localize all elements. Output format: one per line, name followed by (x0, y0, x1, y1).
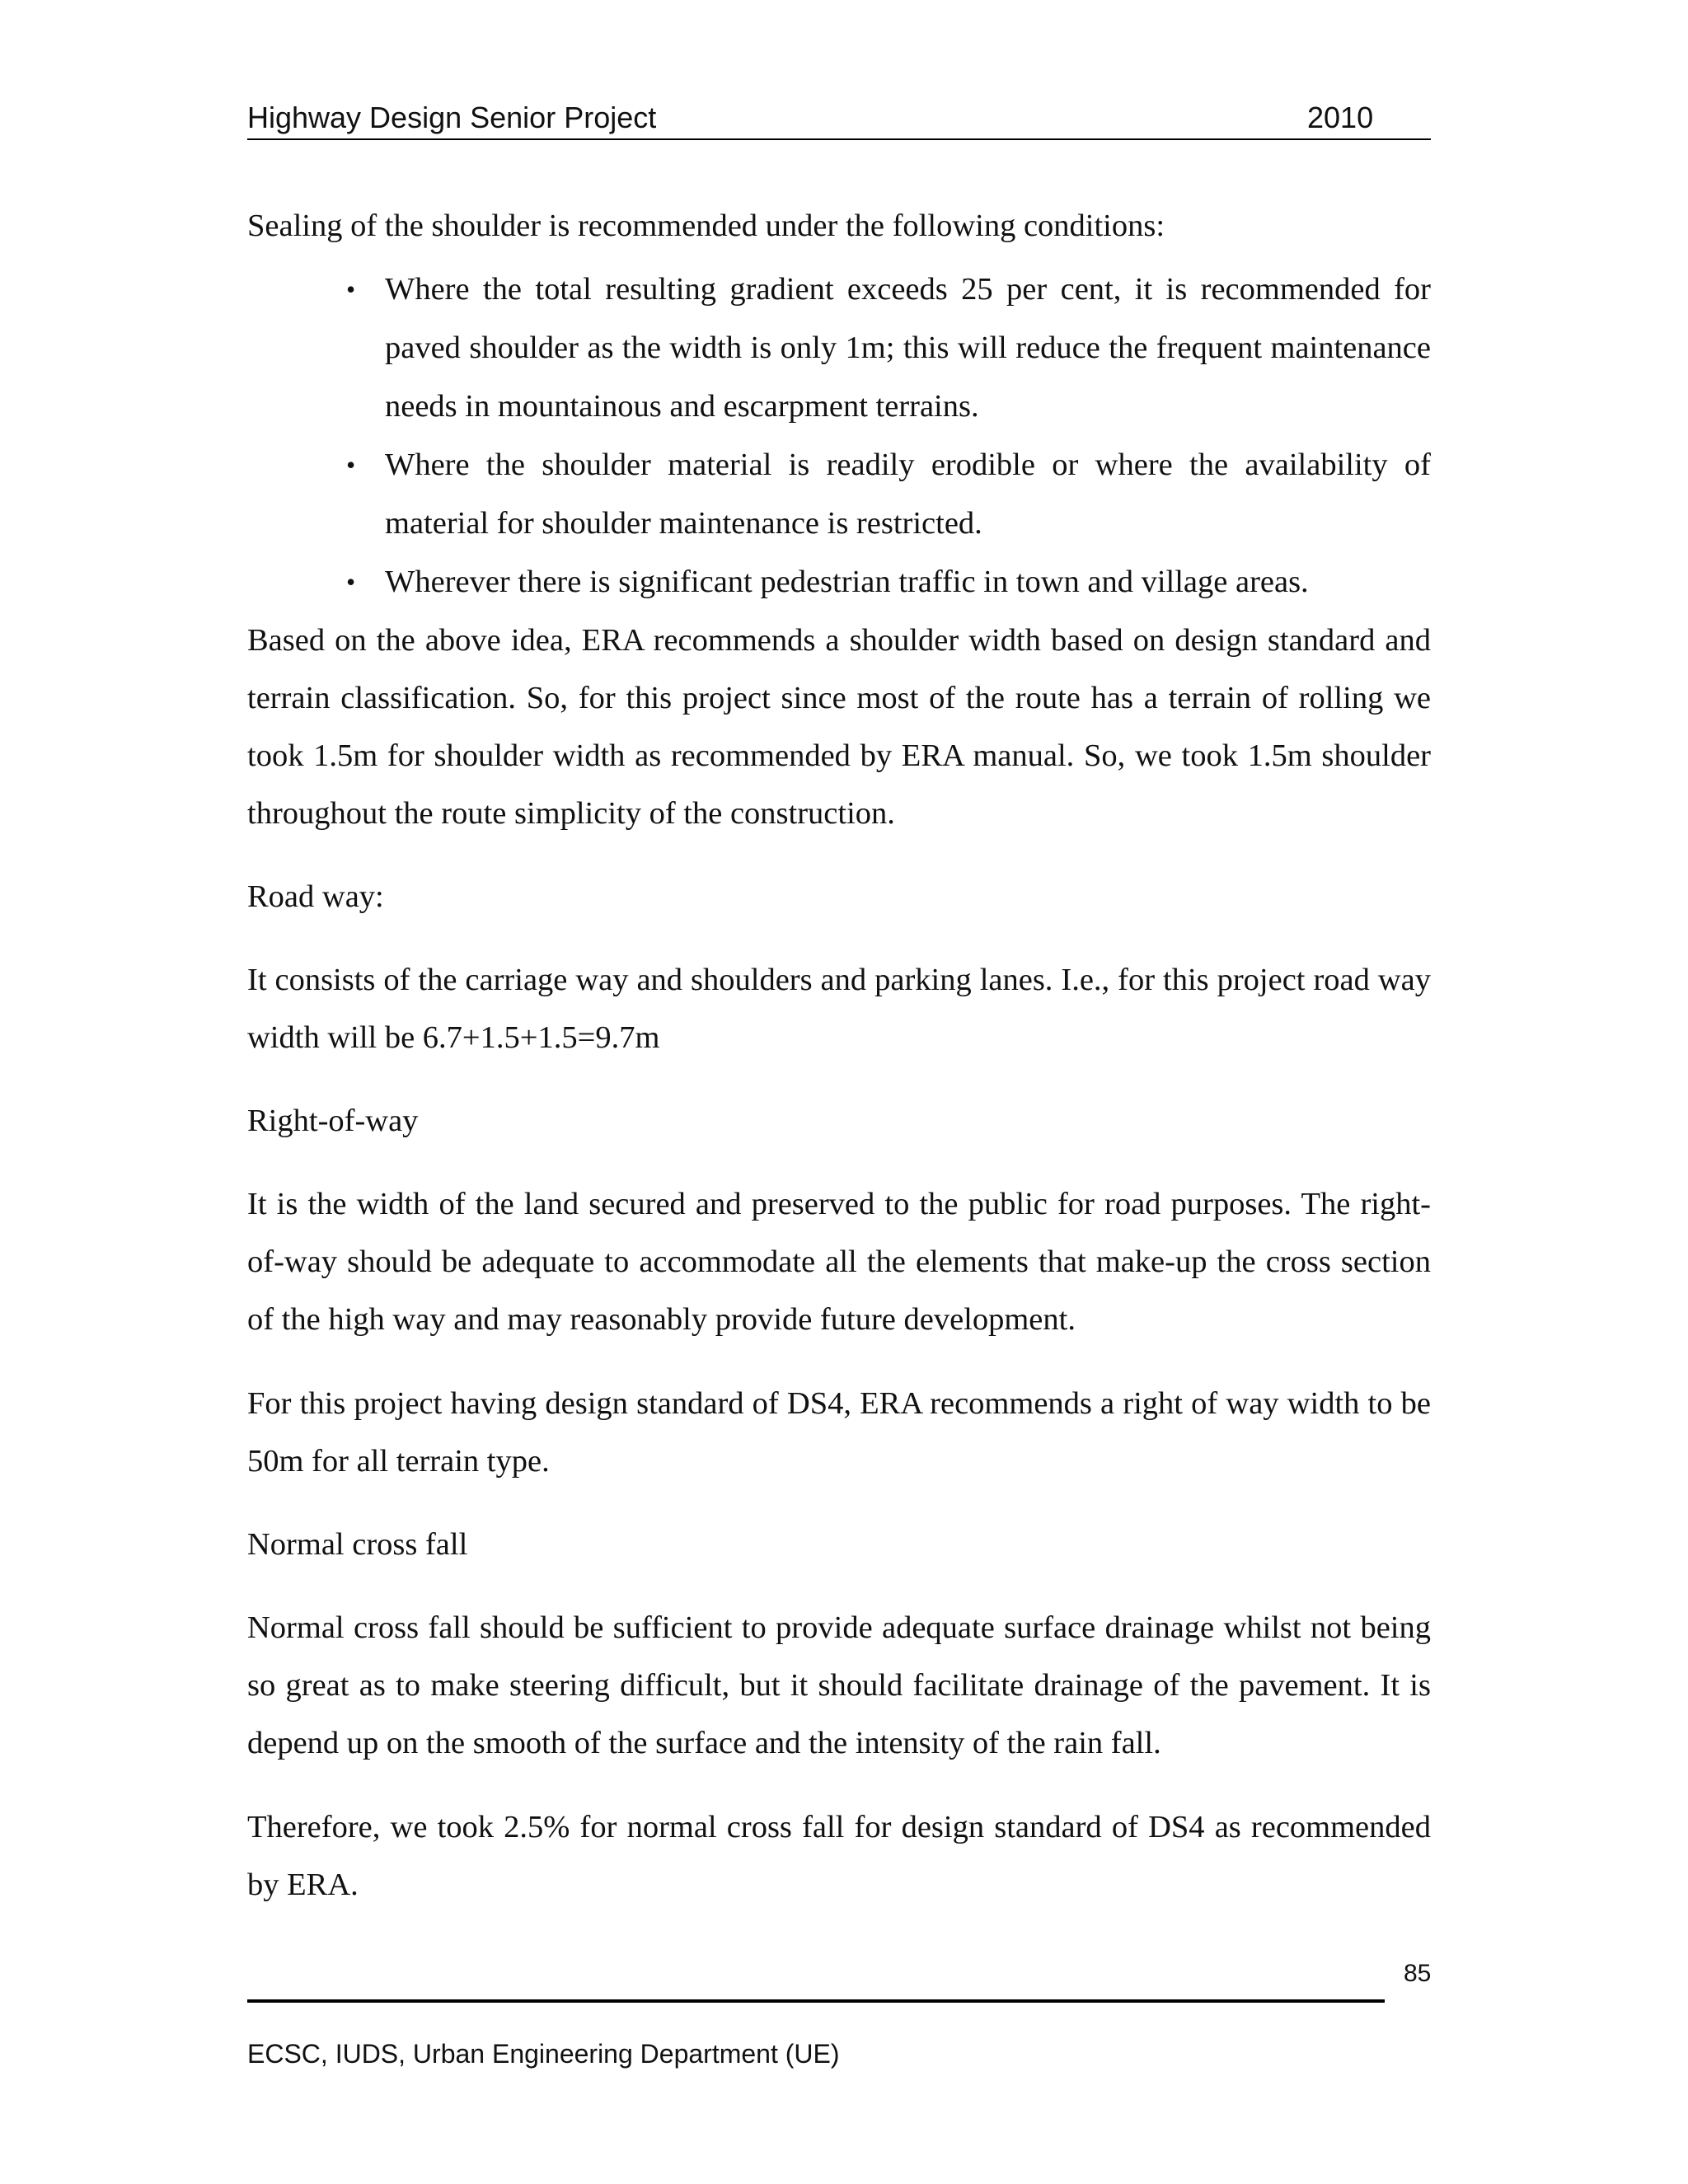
list-item (346, 260, 1431, 436)
right-of-way-paragraph: It is the width of the land secured and preserved to the public for road purposes. The right-of-way should be adequate to accommodate all the elements that make-up the cross section of the high way and may reasonably provide future development. (247, 1187, 1431, 1337)
list-item-text: Where the shoulder material is readily erodible or where the availability of material for shoulder maintenance is restricted. (385, 448, 1431, 541)
bullet-icon: • (346, 567, 356, 597)
intro-paragraph: Sealing of the shoulder is recommended under the following conditions: (247, 209, 1165, 243)
page-number: 85 (1404, 1960, 1432, 1987)
page-header (247, 97, 1431, 140)
conditions-list (247, 260, 1431, 612)
bullet-icon: • (346, 274, 356, 304)
footer-divider (247, 1999, 1385, 2003)
right-of-way-width-paragraph: For this project having design standard of DS4, ERA recommends a right of way width to be 50m for all terrain type. (247, 1386, 1431, 1479)
right-of-way-heading: Right-of-way (247, 1104, 419, 1138)
shoulder-paragraph: Based on the above idea, ERA recommends a shoulder width based on design standard and terrain classification. So, for this project since most of the route has a terrain of rolling we took 1.5m for shoulder width as recommended by ERA manual. So, we took 1.5m shoulder throughout the route simplicity of the construction. (247, 623, 1431, 831)
cross-fall-conclusion-paragraph: Therefore, we took 2.5% for normal cross fall for design standard of DS4 as recommended by ERA. (247, 1810, 1431, 1902)
header-title: Highway Design Senior Project (247, 101, 657, 134)
list-item-text: Wherever there is significant pedestrian traffic in town and village areas. (385, 565, 1309, 599)
header-year: 2010 (1307, 101, 1374, 134)
list-item (346, 436, 1431, 553)
roadway-heading: Road way: (247, 879, 384, 914)
page-body (247, 198, 1431, 1914)
list-item (346, 553, 1431, 612)
cross-fall-heading: Normal cross fall (247, 1527, 468, 1562)
page-footer: ECSC, IUDS, Urban Engineering Department (UE) (247, 2039, 840, 2069)
roadway-paragraph: It consists of the carriage way and shoulders and parking lanes. I.e., for this project road way width will be 6.7+1.5+1.5=9.7m (247, 963, 1431, 1055)
bullet-icon: • (346, 450, 356, 480)
list-item-text: Where the total resulting gradient exceeds 25 per cent, it is recommended for paved shoulder as the width is only 1m; this will reduce the frequent maintenance needs in mountainous and escarpment terrains. (385, 272, 1431, 424)
cross-fall-paragraph: Normal cross fall should be sufficient to provide adequate surface drainage whilst not being so great as to make steering difficult, but it should facilitate drainage of the pavement. It is depend up on the smooth of the surface and the intensity of the rain fall. (247, 1610, 1431, 1760)
